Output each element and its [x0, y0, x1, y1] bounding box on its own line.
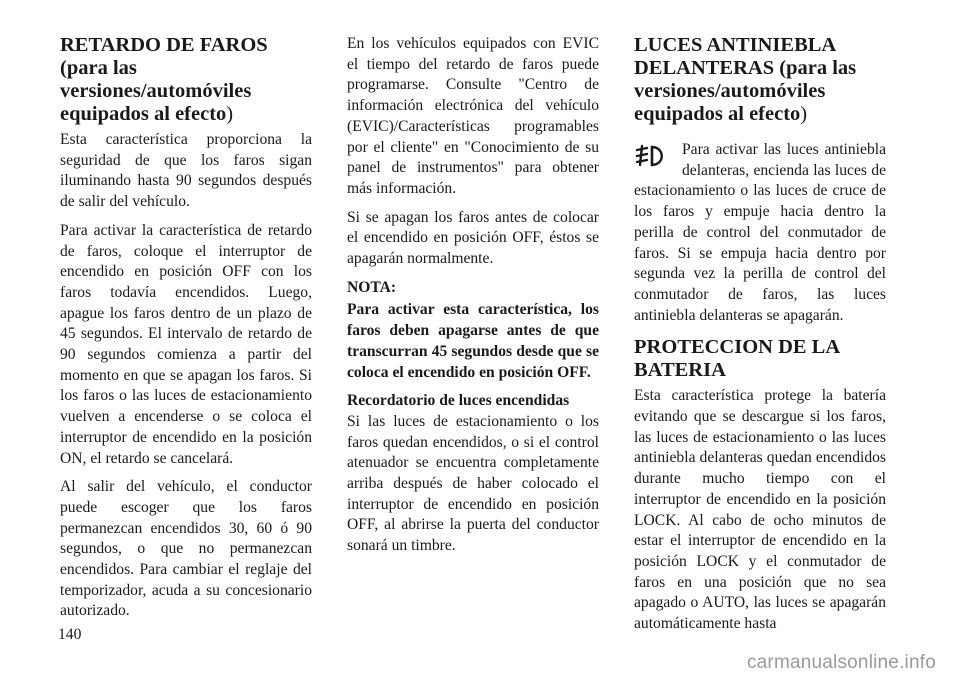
column-left	[60, 34, 312, 630]
section-heading-front-fog	[634, 34, 886, 126]
heading-paren: )	[226, 103, 234, 125]
paragraph-exit-options: Al salir del vehículo, el conductor puede escoger que los faros permanezcan encendidos 30, 60 ó 90 segundos, o que no permanezcan encendidos. Para cambiar el reglaje del temporizador, acuda a su concesionario autorizado.	[60, 478, 312, 620]
heading-text: LUCES ANTINIEBLA DELANTERAS (para las versiones/automóviles equipados al efecto	[634, 34, 857, 125]
section-heading-battery-protection: PROTECCION DE LA BATERIA	[634, 336, 840, 382]
paragraph-evic: En los vehículos equipados con EVIC el tiempo del retardo de faros puede programarse. Consulte "Centro de información electrónica del vehículo (EVIC)/Características programables por el cliente" en "Conocimiento de su panel de instrumentos" para obtener más información.	[347, 35, 599, 197]
heading-paren: )	[800, 103, 808, 125]
paragraph-fog-lights: Para activar las luces antiniebla delanteras, encienda las luces de estacionamiento o las luces de cruce de los faros y empuje hacia dentro la perilla de control del conmutador de faros. Si se empuja hacia dentro por segunda vez la perilla de control del conmutador de faros, las luces antiniebla delanteras se apagarán.	[634, 141, 886, 324]
column-right	[634, 34, 886, 643]
section-heading-headlight-delay	[60, 34, 312, 126]
paragraph-lights-reminder: Si las luces de estacionamiento o los faros quedan encendidos, o si el control atenuador se encuentra completamente arriba después de haber colocado el interruptor de encendido en posición OFF, al abrirse la puerta del conductor sonará un timbre.	[347, 412, 599, 555]
paragraph-activation: Para activar la característica de retardo de faros, coloque el interruptor de encendido en posición OFF con los faros todavía encendidos. Luego, apague los faros dentro de un plazo de 45 segundos. El intervalo de retardo de 90 segundos comienza a partir del momento en que se apagan los faros. Si los faros o las luces de estacionamiento vuelven a encenderse o se coloca el interruptor de encendido en la posición ON, el retardo se cancelará.	[60, 221, 312, 467]
subheading-lights-reminder: Recordatorio de luces encendidas	[347, 392, 570, 410]
paragraph-off-before: Si se apagan los faros antes de colocar el encendido en posición OFF, éstos se apagarán normalmente.	[347, 208, 599, 268]
fog-light-block	[634, 140, 886, 326]
column-middle	[347, 34, 599, 565]
page-number: 140	[58, 626, 82, 643]
note-label: NOTA:	[347, 278, 397, 296]
note-text: Para activar esta característica, los faros deben apagarse antes de que transcurran 45 segundos desde que se coloca el encendido en posición OFF.	[347, 301, 599, 381]
heading-text: RETARDO DE FAROS (para las versiones/automóviles equipados al efecto	[60, 34, 268, 125]
paragraph-intro: Esta característica proporciona la seguridad de que los faros sigan iluminando hasta 90 segundos después de salir del vehículo.	[60, 131, 312, 211]
watermark: carmanualsonline.info	[746, 652, 936, 673]
paragraph-battery-protection: Esta característica protege la batería evitando que se descargue si los faros, las luces de estacionamiento o las luces antiniebla delanteras quedan encendidos durante mucho tiempo con el interruptor de encendido en la posición LOCK. Al cabo de ocho minutos de estar el interruptor de encendido en la posición LOCK y el conmutador de faros en una posición que no sea apagado o AUTO, las luces se apagarán automáticamente hasta	[634, 387, 886, 633]
front-fog-light-icon	[634, 142, 670, 172]
